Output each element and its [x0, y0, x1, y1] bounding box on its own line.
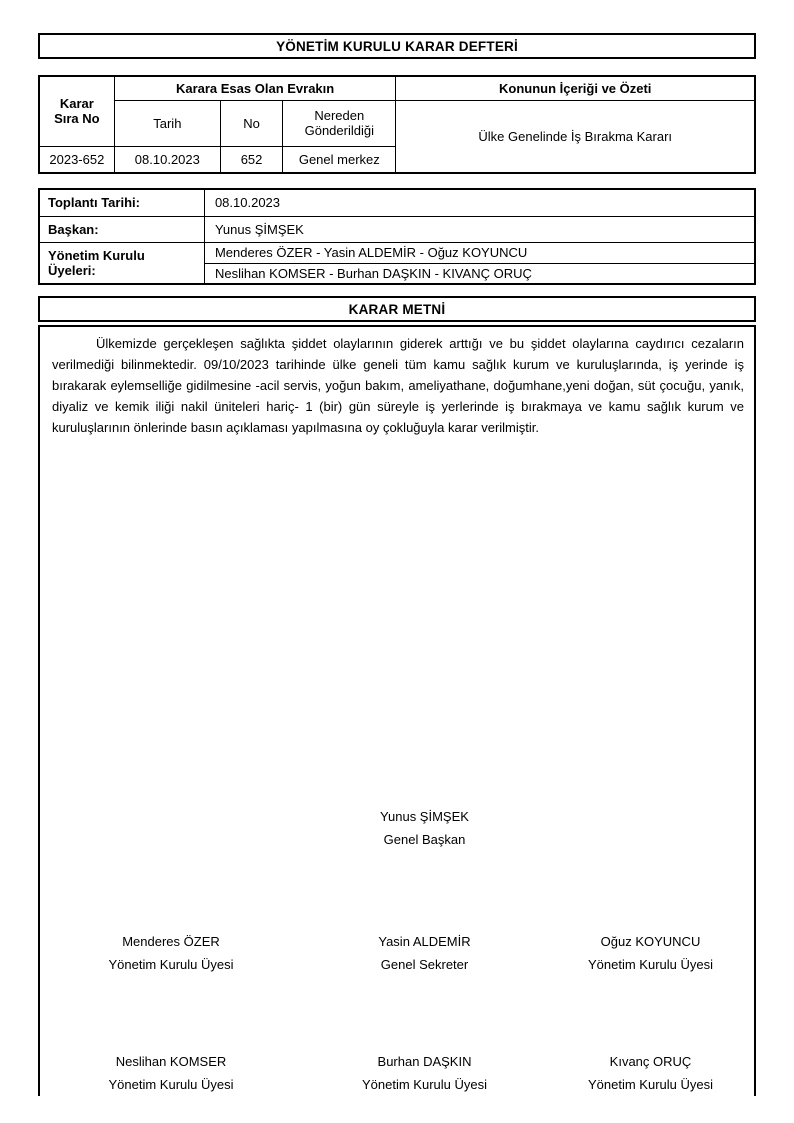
cell-tarih: 08.10.2023: [114, 146, 220, 173]
cell-karar-sira-no: 2023-652: [39, 146, 114, 173]
signature-title: Yönetim Kurulu Üyesi: [108, 957, 234, 972]
header-karara-esas-olan-evrakin: Karara Esas Olan Evrakın: [114, 76, 396, 100]
label-yonetim-kurulu-uyeleri: [39, 242, 204, 284]
signature-neslihan-komser: [40, 1050, 302, 1096]
signature-title: Genel Sekreter: [380, 957, 469, 972]
signature-name: Yunus ŞİMŞEK: [380, 809, 469, 824]
signature-burhan-daskin: [302, 1050, 547, 1096]
signature-president: [302, 805, 547, 851]
cell-no: 652: [220, 146, 282, 173]
value-toplanti-tarihi: 08.10.2023: [204, 189, 755, 216]
meeting-info-table: [38, 188, 756, 285]
cell-konu-ozeti: Ülke Genelinde İş Bırakma Kararı: [396, 100, 755, 173]
signature-name: Neslihan KOMSER: [115, 1054, 227, 1069]
signature-title: Yönetim Kurulu Üyesi: [588, 1077, 713, 1092]
document-title: YÖNETİM KURULU KARAR DEFTERİ: [276, 38, 518, 54]
value-baskan: Yunus ŞİMŞEK: [204, 216, 755, 242]
signature-row-1: [40, 930, 754, 976]
signature-yasin-aldemir: [302, 930, 547, 976]
document-title-box: [38, 33, 756, 59]
value-uyeler-satir-2: Neslihan KOMSER - Burhan DAŞKIN - KIVANÇ ORUÇ: [204, 263, 755, 284]
signature-president-row: [40, 805, 754, 851]
signature-name: Burhan DAŞKIN: [377, 1054, 472, 1069]
header-no: No: [220, 100, 282, 146]
value-uyeler-satir-1: Menderes ÖZER - Yasin ALDEMİR - Oğuz KOYUNCU: [204, 242, 755, 263]
signature-title: Yönetim Kurulu Üyesi: [108, 1077, 234, 1092]
cell-nereden: Genel merkez: [283, 146, 396, 173]
header-nereden-gonderildigi: Nereden Gönderildiği: [283, 100, 396, 146]
header-karar-sira-no: Karar Sıra No: [39, 76, 114, 146]
signature-title: Yönetim Kurulu Üyesi: [362, 1077, 487, 1092]
karar-metni-header-box: [38, 296, 756, 322]
karar-metni-body: [38, 325, 756, 1096]
label-yonetim-kurulu-uyeleri-text: Yönetim Kurulu Üyeleri:: [48, 247, 145, 278]
signature-name: Menderes ÖZER: [122, 934, 220, 949]
signature-name: Yasin ALDEMİR: [378, 934, 471, 949]
signature-title: Genel Başkan: [383, 832, 466, 847]
karar-metni-header: KARAR METNİ: [348, 301, 446, 317]
signature-name: Oğuz KOYUNCU: [600, 934, 701, 949]
signature-name: Kıvanç ORUÇ: [609, 1054, 692, 1069]
karar-metni-paragraph: Ülkemizde gerçekleşen sağlıkta şiddet olaylarının giderek arttığı ve bu şiddet olaylarına caydırıcı cezaların verilmediği bilinmektedir. 09/10/2023 tarihinde ülke geneli tüm kamu sağlık kurum ve kuruluşlarında, iş yerinde iş bırakarak eylemselliğe gidilmesine -acil servis, yoğun bakım, ameliyathane, doğumhane,yeni doğan, süt çocuğu, yanık, diyaliz ve kemik iliği nakil üniteleri hariç- 1 (bir) gün süreyle iş yerlerinde iş bırakmaya ve kamu sağlık kurum ve kuruluşlarının önlerinde basın açıklaması yapılmasına oy çokluğuyla karar verilmiştir.: [52, 336, 744, 435]
label-baskan: Başkan:: [39, 216, 204, 242]
signature-row-2: [40, 1050, 754, 1096]
header-tarih: Tarih: [114, 100, 220, 146]
label-toplanti-tarihi: Toplantı Tarihi:: [39, 189, 204, 216]
signature-oguz-koyuncu: [547, 930, 754, 976]
signature-title: Yönetim Kurulu Üyesi: [588, 957, 713, 972]
signature-kivanc-oruc: [547, 1050, 754, 1096]
header-konunun-icerigi-ve-ozeti: Konunun İçeriği ve Özeti: [396, 76, 755, 100]
decision-info-table: [38, 75, 756, 174]
signature-menderes-ozer: [40, 930, 302, 976]
